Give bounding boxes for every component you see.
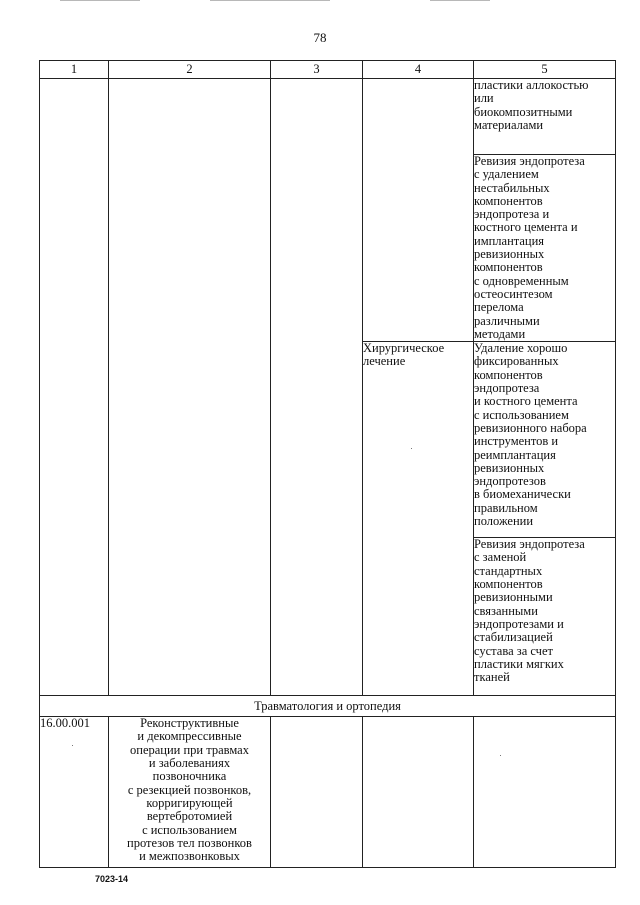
table-row [40,717,616,868]
section-title: Травматология и ортопедия [40,696,616,717]
page-number: 78 [313,30,327,45]
footer-code: 7023-14 [95,874,129,884]
column-header-1: 1 [40,61,109,79]
scan-speck [500,755,501,756]
scan-speck [411,448,412,449]
row-name: Реконструктивные и декомпрессивные операции при травмах и заболеваниях позвоночника с резекцией позвонков, корригирующей вертебротомией с использованием протезов тел позвонков и межпозвонковых [109,717,271,868]
row-col5-blank [474,717,616,868]
row-col4-blank [363,717,474,868]
method-cell-revision-osteosynthesis: Ревизия эндопротеза с удалением нестабильных компонентов эндопротеза и костного цемента и имплантация ревизионных компонентов с одновременным остеосинтезом перелома различными методами [474,155,616,342]
method-cell-continued: пластики аллокостью или биокомпозитными материалами [474,79,616,155]
col2-blank-cell [109,79,271,696]
method-cell-removal: Удаление хорошо фиксированных компонентов эндопротеза и костного цемента с использованием ревизионного набора инструментов и реимплантация ревизионных эндопротезов в биомеханически правильном положении [474,342,616,538]
column-header-3: 3 [271,61,363,79]
scan-edge [0,0,640,1]
treatment-type-cell: Хирургическое лечение [363,342,474,696]
column-header-2: 2 [109,61,271,79]
method-cell-replacement: Ревизия эндопротеза с заменой стандартных компонентов ревизионными связанными эндопротезами и стабилизацией сустава за счет пластики мягких тканей [474,538,616,696]
medical-care-table [39,60,616,868]
column-header-5: 5 [474,61,616,79]
row-code: 16.00.001 [40,717,109,868]
col1-blank-cell [40,79,109,696]
scan-speck [72,745,73,746]
column-header-4: 4 [363,61,474,79]
column-number-row [40,61,616,79]
row-col3-blank [271,717,363,868]
section-header-row [40,696,616,717]
continuation-row [40,79,616,155]
col4-blank-cell [363,79,474,342]
col3-blank-cell [271,79,363,696]
